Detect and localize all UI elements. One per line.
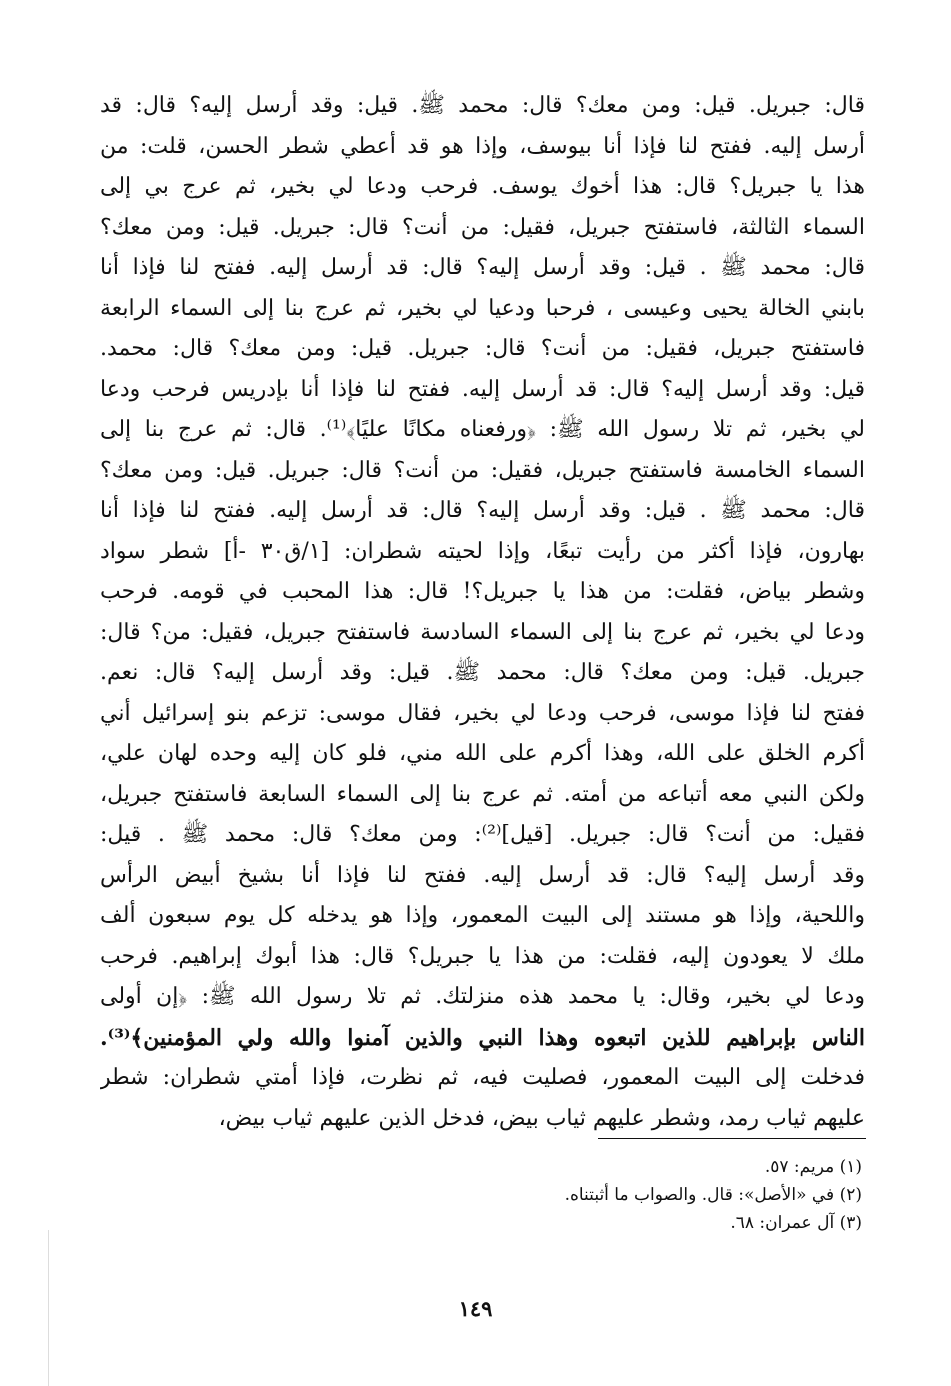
text-line: وقد أرسل إليه؟ قال: قد أرسل إليه. ففتح لنا فإذا أنا بشيخ أبيض الرأس xyxy=(100,862,865,888)
text-line: ولكن النبي معه أتباعه من أمته. ثم عرج بنا إلى السماء السابعة فاستفتح جبريل، xyxy=(100,781,865,807)
text-line: ودعا لي بخير، وقال: يا محمد هذه منزلتك. ثم تلا رسول الله ﷺ: ﴿إن أولى xyxy=(100,984,865,1009)
page-number: ١٤٩ xyxy=(458,1296,493,1321)
text-line: أرسل إليه. ففتح لنا فإذا أنا بيوسف، وإذا هو قد أعطي شطر الحسن، قلت: من xyxy=(100,133,865,159)
text-line: فدخلت إلى البيت المعمور، فصليت فيه، ثم نظرت، فإذا أمتي شطران: شطر xyxy=(100,1065,865,1090)
scan-edge-mark xyxy=(48,1230,49,1386)
footnote-2: (٢) في «الأصل»: قال. والصواب ما أثبتناه. xyxy=(564,1185,862,1205)
main-text-block xyxy=(100,86,865,1139)
footnote-3: (٣) آل عمران: ٦٨. xyxy=(730,1213,862,1233)
text-line: بهارون، فإذا أكثر من رأيت تبعًا، وإذا لحيته شطران: [١/ق٣٠ -أ] شطر سواد xyxy=(100,538,865,564)
text-line: فاستفتح جبريل، فقيل: من أنت؟ قال: جبريل. قيل: ومن معك؟ قال: محمد. xyxy=(100,336,865,361)
text-line: بابني الخالة يحيى وعيسى ، فرحبا ودعيا لي بخير، ثم عرج بنا إلى السماء الرابعة xyxy=(100,295,865,321)
text-line: لي بخير، ثم تلا رسول الله ﷺ: ﴿ورفعناه مكانًا عليًا﴾⁽¹⁾. قال: ثم عرج بنا إلى xyxy=(100,417,865,442)
footnotes-block xyxy=(100,1153,862,1237)
text-line: ففتح لنا فإذا موسى، فرحب ودعا لي بخير، فقال موسى: تزعم بنو إسرائيل أني xyxy=(100,700,865,726)
text-line: أكرم الخلق على الله، وهذا أكرم على الله مني، فلو كان إليه وحده لهان علي، xyxy=(100,741,865,766)
footnote-divider xyxy=(598,1138,866,1139)
text-line: ودعا لي بخير، ثم عرج بنا إلى السماء السادسة فاستفتح جبريل، فقيل: من؟ قال: xyxy=(100,619,865,645)
text-line: عليهم ثياب رمد، وشطر عليهم ثياب بيض، فدخل الذين عليهم ثياب بيض، xyxy=(218,1105,865,1131)
text-line: قال: محمد ﷺ . قيل: وقد أرسل إليه؟ قال: قد أرسل إليه. ففتح لنا فإذا أنا xyxy=(100,255,865,280)
quran-verse-line: الناس بإبراهيم للذين اتبعوه وهذا النبي والذين آمنوا والله ولي المؤمنين﴾⁽³⁾. xyxy=(100,1024,865,1051)
text-line: السماء الثالثة، فاستفتح جبريل، فقيل: من أنت؟ قال: جبريل. قيل: ومن معك؟ xyxy=(100,214,865,240)
text-line: قال: محمد ﷺ . قيل: وقد أرسل إليه؟ قال: قد أرسل إليه. ففتح لنا فإذا أنا xyxy=(100,498,865,523)
text-line: ملك لا يعودون إليه، فقلت: من هذا يا جبريل؟ قال: هذا أبوك إبراهيم. فرحب xyxy=(100,943,865,969)
text-line: فقيل: من أنت؟ قال: جبريل. [قيل]⁽²⁾: ومن معك؟ قال: محمد ﷺ . قيل: xyxy=(100,822,865,847)
text-line: واللحية، وإذا هو مستند إلى البيت المعمور، وإذا هو يدخله كل يوم سبعون ألف xyxy=(100,903,865,928)
footnote-1: (١) مريم: ٥٧. xyxy=(764,1157,862,1177)
text-line: قيل: وقد أرسل إليه؟ قال: قد أرسل إليه. ففتح لنا فإذا أنا بإدريس فرحب ودعا xyxy=(100,376,865,402)
text-line: هذا يا جبريل؟ قال: هذا أخوك يوسف. فرحب ودعا لي بخير، ثم عرج بي إلى xyxy=(100,174,865,199)
text-line: قال: جبريل. قيل: ومن معك؟ قال: محمد ﷺ. قيل: وقد أرسل إليه؟ قال: قد xyxy=(100,93,865,118)
text-line: جبريل. قيل: ومن معك؟ قال: محمد ﷺ. قيل: وقد أرسل إليه؟ قال: نعم. xyxy=(100,660,865,685)
text-line: السماء الخامسة فاستفتح جبريل، فقيل: من أنت؟ قال: جبريل. قيل: ومن معك؟ xyxy=(100,457,865,483)
text-line: وشطر بياض، فقلت: من هذا يا جبريل؟! قال: هذا المحبب في قومه. فرحب xyxy=(100,579,865,604)
